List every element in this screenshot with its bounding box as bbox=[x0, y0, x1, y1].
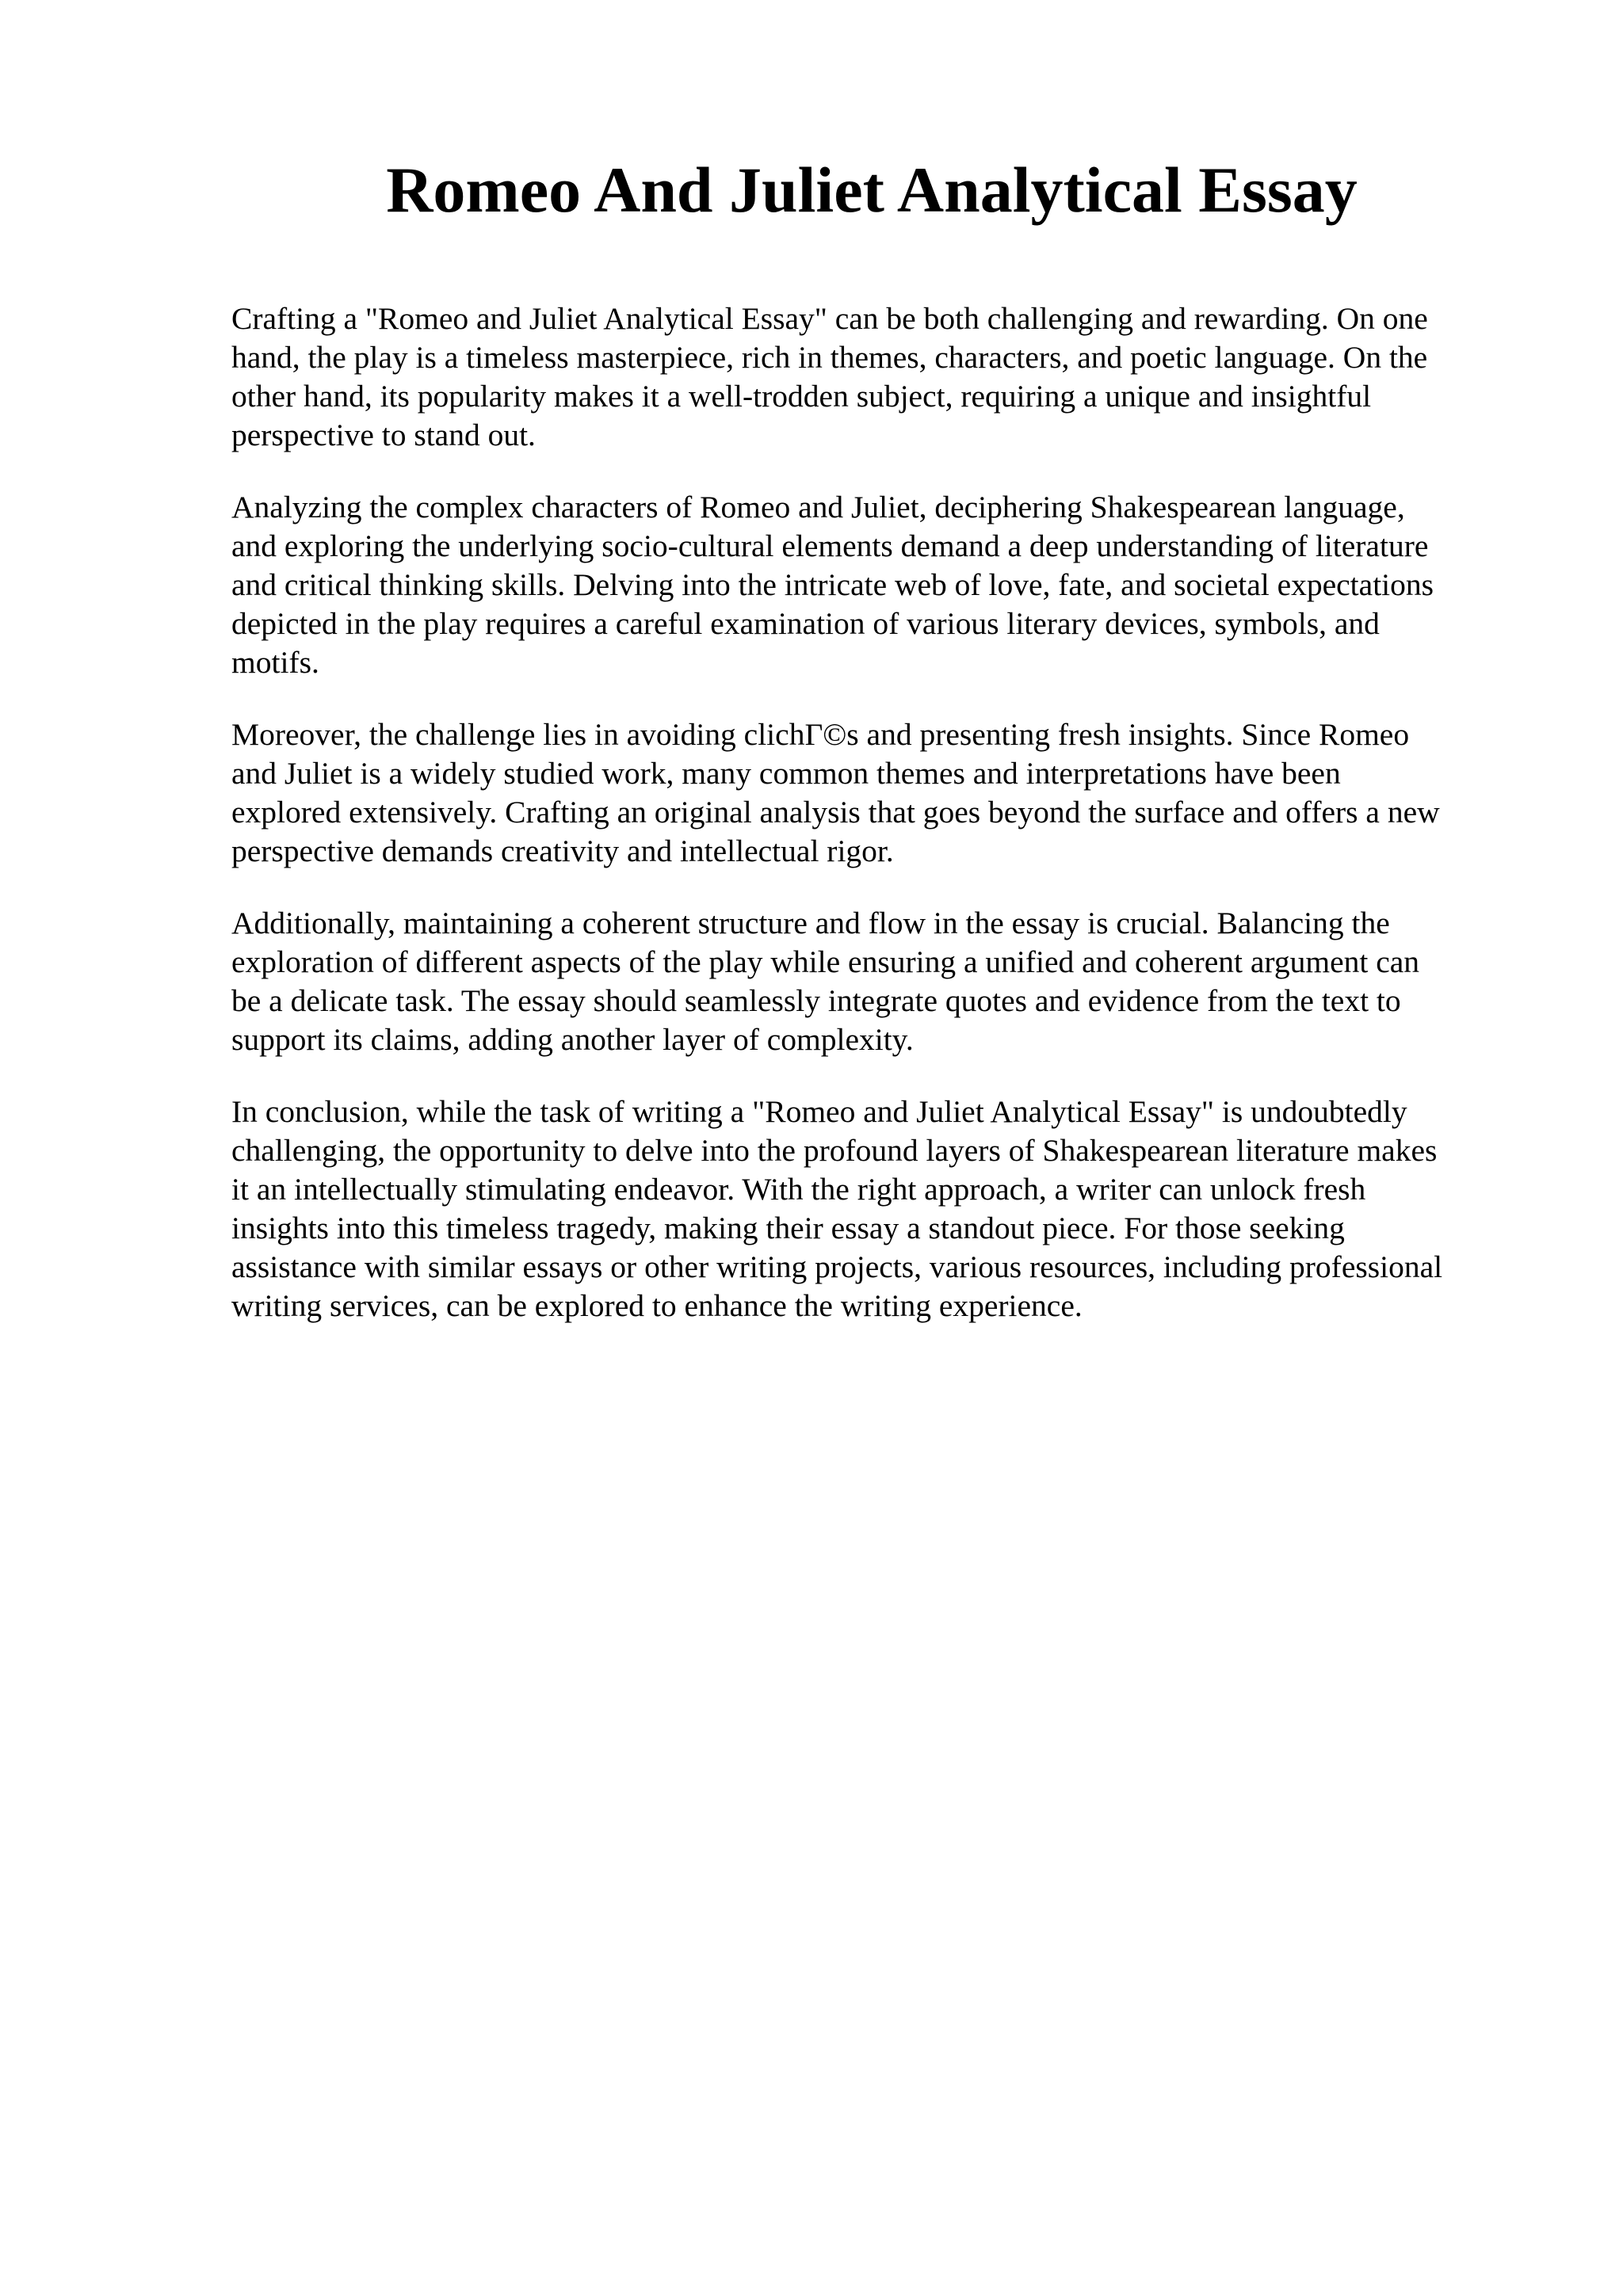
paragraph-4: Additionally, maintaining a coherent structure and flow in the essay is crucial. Balancing the exploration of different aspects of the play while ensuring a unified and coherent argument can be a delicate task. The essay should seamlessly integrate quotes and evidence from the text to support its claims, adding another layer of complexity. bbox=[231, 906, 1420, 1057]
document-body bbox=[231, 299, 1515, 1359]
paragraph-3: Moreover, the challenge lies in avoiding clichΓ©s and presenting fresh insights. Since Romeo and Juliet is a widely studied work, many common themes and interpretations have been explored extensively. Crafting an original analysis that goes beyond the surface and offers a new perspective demands creativity and intellectual rigor. bbox=[231, 717, 1440, 868]
document-title: Romeo And Juliet Analytical Essay bbox=[386, 154, 1358, 226]
paragraph-1: Crafting a "Romeo and Juliet Analytical Essay" can be both challenging and rewarding. On one hand, the play is a timeless masterpiece, rich in themes, characters, and poetic language. On the other hand, its popularity makes it a well-trodden subject, requiring a unique and insightful perspective to stand out. bbox=[231, 301, 1428, 452]
paragraph-5: In conclusion, while the task of writing a "Romeo and Juliet Analytical Essay" is undoubtedly challenging, the opportunity to delve into the profound layers of Shakespearean literature makes it an intellectually stimulating endeavor. With the right approach, a writer can unlock fresh insights into this timeless tragedy, making their essay a standout piece. For those seeking assistance with similar essays or other writing projects, various resources, including professional writing services, can be explored to enhance the writing experience. bbox=[231, 1094, 1443, 1323]
paragraph-2: Analyzing the complex characters of Romeo and Juliet, deciphering Shakespearean language, and exploring the underlying socio-cultural elements demand a deep understanding of literature and critical thinking skills. Delving into the intricate web of love, fate, and societal expectations depicted in the play requires a careful examination of various literary devices, symbols, and motifs. bbox=[231, 490, 1434, 680]
